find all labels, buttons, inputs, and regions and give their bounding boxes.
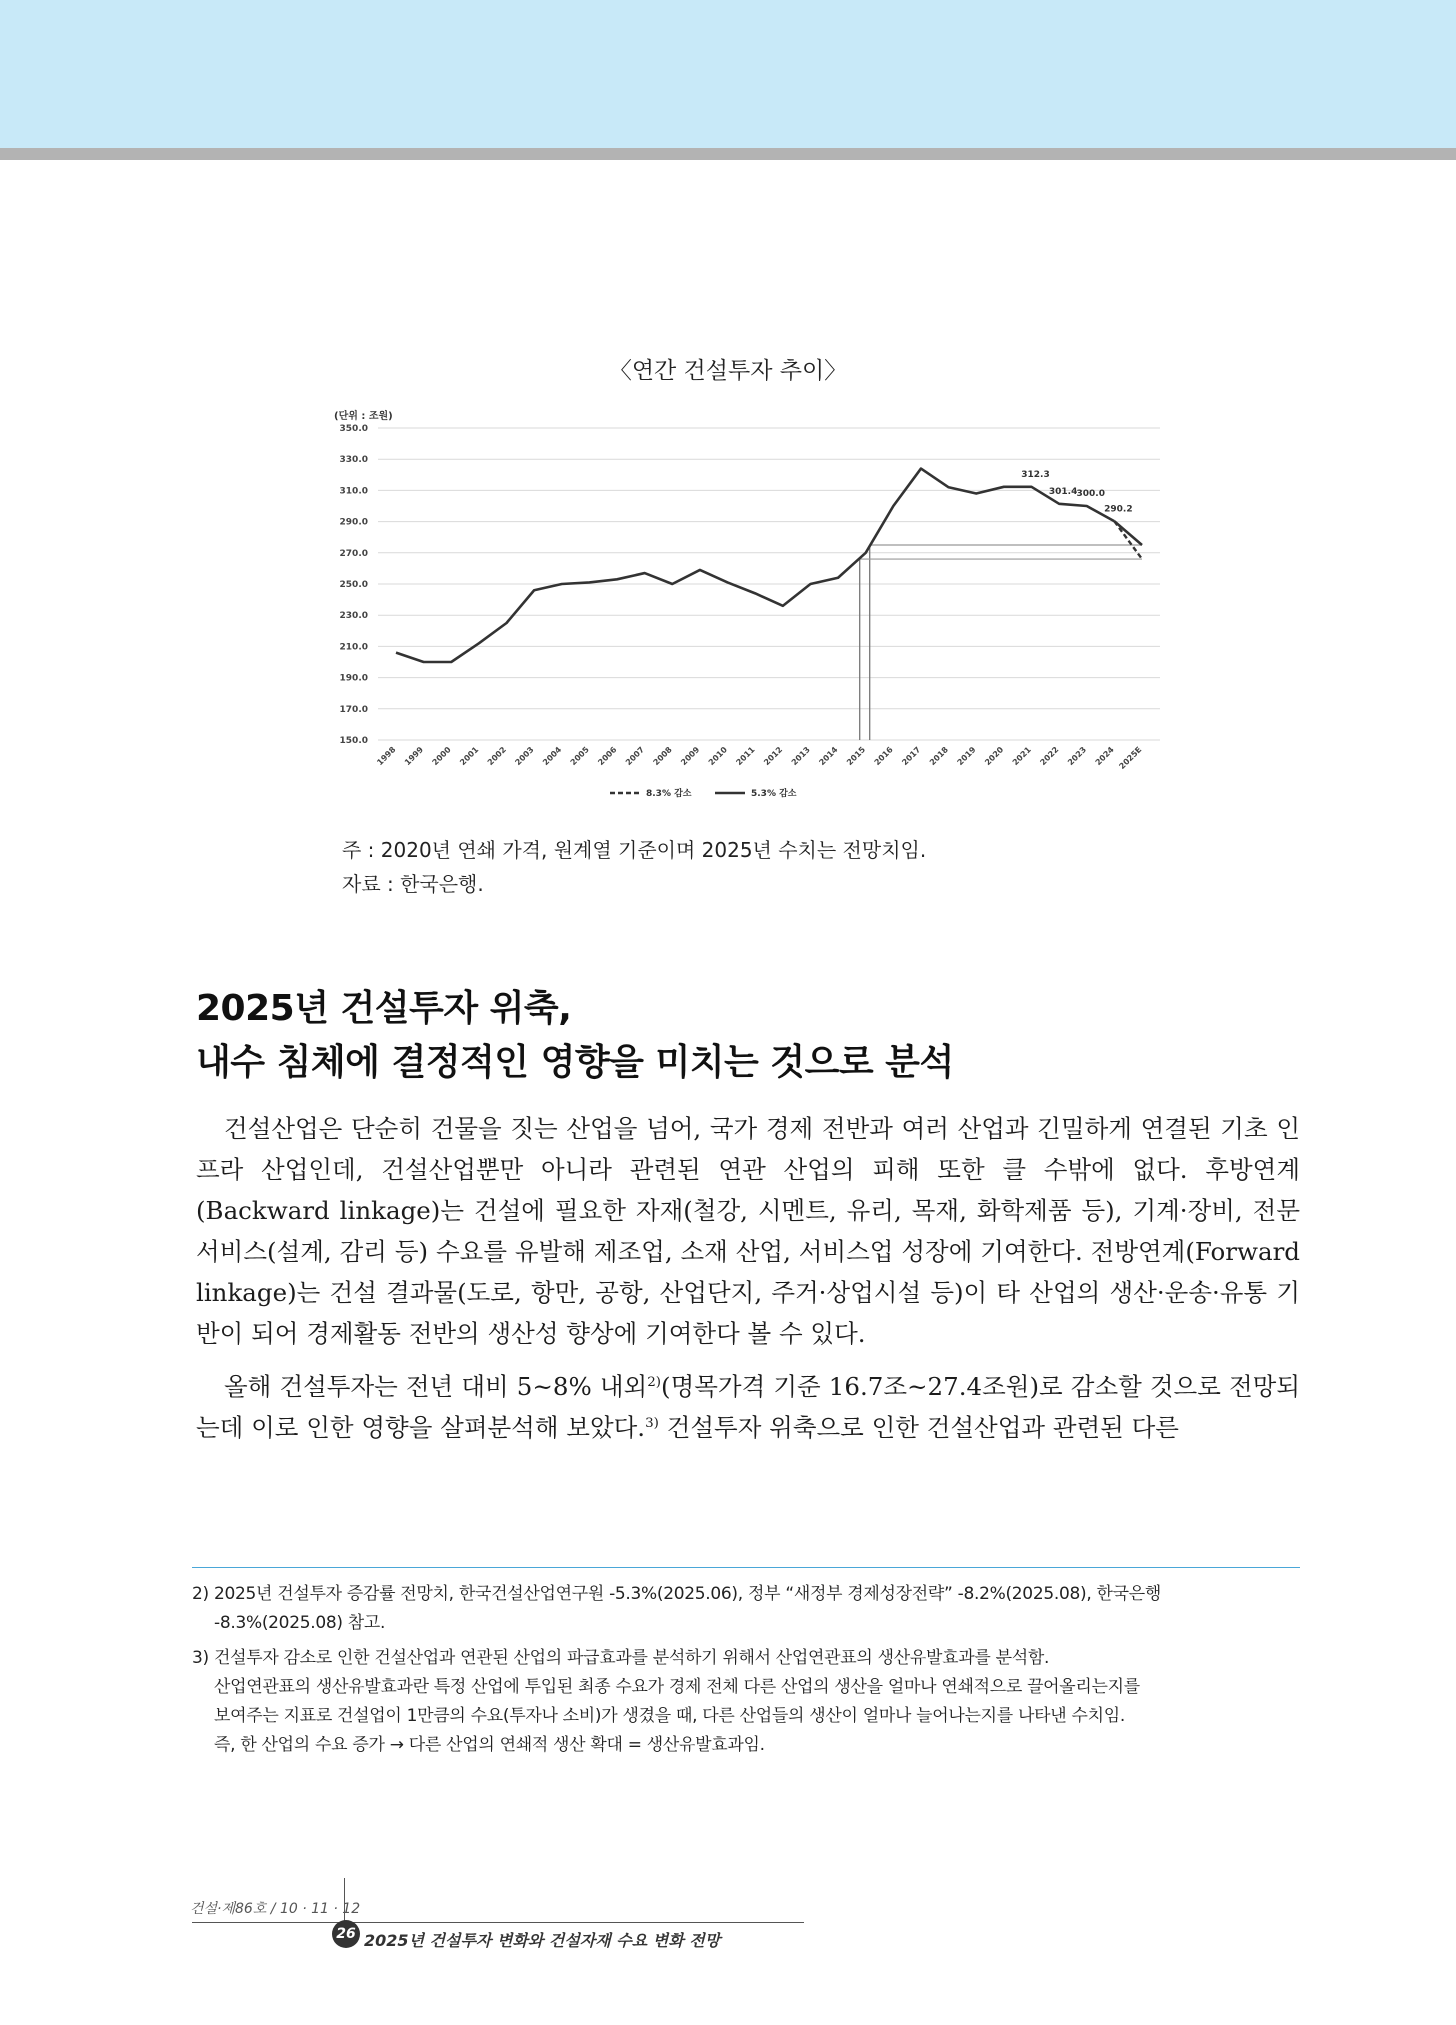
x-tick-label: 2012 bbox=[762, 745, 785, 768]
x-tick-label: 2014 bbox=[817, 745, 840, 768]
footnote-divider bbox=[192, 1567, 1300, 1568]
issue-label: 건설·제86호 / 10 · 11 · 12 bbox=[190, 1901, 361, 1917]
paragraph-2 bbox=[196, 1366, 1300, 1448]
x-tick-label: 2017 bbox=[900, 745, 923, 768]
footnotes bbox=[192, 1580, 1302, 1766]
footnote-3-line-1: 3) 건설투자 감소로 인한 건설산업과 연관된 산업의 파급효과를 분석하기 위해서 산업연관표의 생산유발효과를 분석함. bbox=[192, 1648, 1050, 1668]
footnote-ref-2[interactable]: 2) bbox=[647, 1373, 662, 1390]
x-tick-label: 2010 bbox=[706, 745, 729, 768]
y-tick-label: 170.0 bbox=[339, 704, 368, 715]
x-tick-label: 2006 bbox=[596, 745, 619, 768]
x-tick-label: 1998 bbox=[375, 745, 398, 768]
x-tick-label: 1999 bbox=[402, 745, 426, 768]
footnote-3-line-2: 산업연관표의 생산유발효과란 특정 산업에 투입된 최종 수요가 경제 전체 다른 산업의 생산을 얼마나 연쇄적으로 끌어올리는지를 bbox=[214, 1677, 1140, 1697]
x-tick-label: 2013 bbox=[789, 745, 812, 768]
paragraph-2-part-b: (명목가격 기준 16.7조~27.4조원)로 감소할 것으로 전망되는데 이로 인한 영향을 살펴분석해 보았다. bbox=[196, 1372, 1300, 1442]
construction-investment-chart bbox=[320, 405, 1180, 815]
paragraph-2-part-a: 올해 건설투자는 전년 대비 5~8% 내외 bbox=[224, 1372, 648, 1401]
y-tick-label: 230.0 bbox=[339, 611, 368, 622]
x-tick-label: 2016 bbox=[872, 745, 895, 768]
footer-title: 2025년 건설투자 변화와 건설자재 수요 변화 전망 bbox=[364, 1931, 721, 1950]
x-tick-label: 2023 bbox=[1066, 745, 1089, 768]
x-tick-label: 2004 bbox=[541, 745, 564, 768]
data-label: 290.2 bbox=[1104, 504, 1133, 515]
x-tick-label: 2001 bbox=[458, 745, 481, 768]
header-band bbox=[0, 0, 1456, 148]
x-tick-label: 2020 bbox=[983, 745, 1006, 768]
chart-source-line: 자료 : 한국은행. bbox=[342, 872, 484, 896]
x-tick-label: 2015 bbox=[845, 745, 868, 768]
x-tick-label: 2022 bbox=[1038, 745, 1061, 768]
chart-note bbox=[342, 833, 926, 901]
footnote-3-line-4: 즉, 한 산업의 수요 증가 → 다른 산업의 연쇄적 생산 확대 = 생산유발효과임. bbox=[214, 1735, 765, 1755]
x-tick-label: 2019 bbox=[955, 745, 978, 768]
footnote-3-line-3: 보여주는 지표로 건설업이 1만큼의 수요(투자나 소비)가 생겼을 때, 다른 산업들의 생산이 얼마나 늘어나는지를 나타낸 수치임. bbox=[214, 1706, 1125, 1726]
chart-title: 〈연간 건설투자 추이〉 bbox=[608, 358, 848, 384]
y-tick-label: 310.0 bbox=[339, 486, 368, 497]
footnote-3 bbox=[192, 1644, 1302, 1760]
legend-label: 8.3% 감소 bbox=[646, 789, 692, 799]
y-tick-label: 190.0 bbox=[339, 673, 368, 684]
legend-label: 5.3% 감소 bbox=[751, 789, 797, 799]
y-tick-label: 290.0 bbox=[339, 517, 368, 528]
x-tick-label: 2009 bbox=[679, 745, 702, 768]
heading-line-1: 2025년 건설투자 위축, bbox=[196, 988, 572, 1029]
body-text bbox=[196, 1108, 1300, 1448]
paragraph-1: 건설산업은 단순히 건물을 짓는 산업을 넘어, 국가 경제 전반과 여러 산업과 긴밀하게 연결된 기초 인프라 산업인데, 건설산업뿐만 아니라 관련된 연관 산업의 피해 또한 클 수밖에 없다. 후방연계(Backward linkage)는 건설에 필요한 자재(철강, 시멘트, 유리, 목재, 화학제품 등), 기계·장비, 전문 서비스(설계, 감리 등) 수요를 유발해 제조업, 소재 산업, 서비스업 성장에 기여한다. 전방연계(Forward linkage)는 건설 결과물(도로, 항만, 공항, 산업단지, 주거·상업시설 등)이 타 산업의 생산·운송·유통 기반이 되어 경제활동 전반의 생산성 향상에 기여한다 볼 수 있다. bbox=[196, 1114, 1300, 1348]
paragraph-2-part-c: 건설투자 위축으로 인한 건설산업과 관련된 다른 bbox=[658, 1413, 1179, 1442]
page-number: 26 bbox=[332, 1920, 360, 1948]
y-tick-label: 330.0 bbox=[339, 455, 368, 466]
section-heading bbox=[196, 982, 954, 1090]
footnote-ref-3[interactable]: 3) bbox=[645, 1414, 659, 1431]
series-line bbox=[396, 469, 1114, 662]
x-tick-label: 2011 bbox=[734, 745, 757, 768]
header-rule bbox=[0, 148, 1456, 160]
x-tick-label: 2005 bbox=[568, 745, 591, 768]
y-tick-label: 150.0 bbox=[339, 736, 368, 746]
heading-line-2: 내수 침체에 결정적인 영향을 미치는 것으로 분석 bbox=[196, 1042, 954, 1083]
y-tick-label: 250.0 bbox=[339, 580, 368, 590]
y-tick-label: 210.0 bbox=[339, 642, 368, 653]
y-tick-label: 270.0 bbox=[339, 548, 368, 559]
footnote-2-line-1: 2) 2025년 건설투자 증감률 전망치, 한국건설산업연구원 -5.3%(2025.06), 정부 “새정부 경제성장전략” -8.2%(2025.08), 한국은행 bbox=[192, 1584, 1162, 1604]
y-tick-label: 350.0 bbox=[339, 424, 368, 434]
footer-rule bbox=[192, 1922, 804, 1923]
x-tick-label: 2018 bbox=[927, 745, 951, 768]
x-tick-label: 2003 bbox=[513, 745, 536, 768]
data-label: 300.0 bbox=[1076, 489, 1105, 499]
x-tick-label: 2002 bbox=[485, 745, 508, 768]
x-tick-label: 2000 bbox=[430, 745, 453, 768]
data-label: 301.4 bbox=[1048, 486, 1078, 497]
x-tick-label: 2024 bbox=[1093, 745, 1116, 768]
data-label: 312.3 bbox=[1021, 469, 1050, 480]
chart-note-line: 주 : 2020년 연쇄 가격, 원계열 기준이며 2025년 수치는 전망치임. bbox=[342, 838, 927, 862]
x-tick-label: 2025E bbox=[1117, 745, 1144, 772]
x-tick-label: 2021 bbox=[1010, 745, 1033, 768]
unit-label: (단위 : 조원) bbox=[334, 411, 393, 422]
x-tick-label: 2008 bbox=[651, 745, 674, 768]
x-tick-label: 2007 bbox=[623, 745, 647, 768]
footnote-2 bbox=[192, 1580, 1302, 1638]
footnote-2-line-2: -8.3%(2025.08) 참고. bbox=[214, 1613, 386, 1633]
